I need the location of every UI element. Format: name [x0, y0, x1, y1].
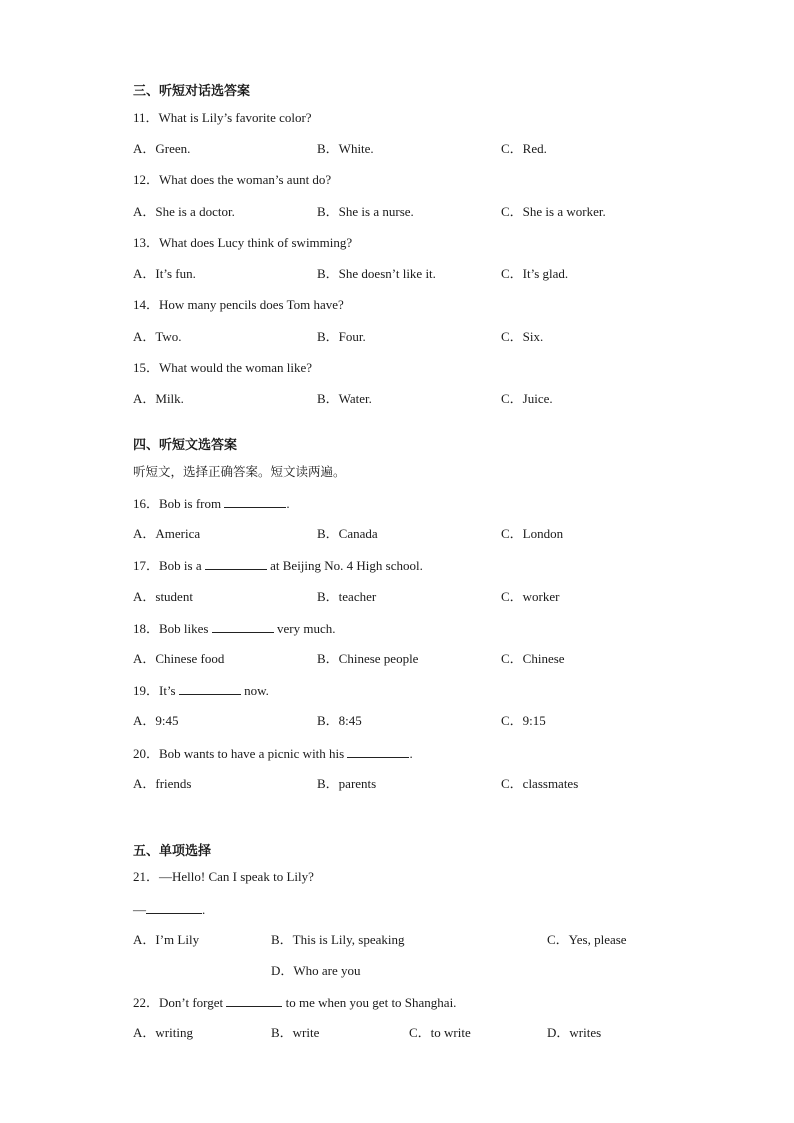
q21-option-b[interactable]: B．This is Lily, speaking	[271, 932, 405, 947]
q21-option-c[interactable]: C．Yes, please	[547, 932, 627, 947]
q12-option-a[interactable]: A．She is a doctor.	[133, 204, 235, 219]
q22-option-b[interactable]: B．write	[271, 1025, 320, 1040]
q11-option-b[interactable]: B．White.	[317, 141, 374, 156]
q17-option-b[interactable]: B．teacher	[317, 589, 377, 604]
q21-option-d[interactable]: D．Who are you	[271, 963, 361, 978]
question-12-stem: 12．What does the woman’s aunt do?	[133, 172, 332, 187]
q14-option-c[interactable]: C．Six.	[501, 329, 544, 344]
q20-option-a[interactable]: A．friends	[133, 776, 192, 791]
q15-option-a[interactable]: A．Milk.	[133, 391, 184, 406]
q16-stem-start: 16．Bob is from	[133, 496, 225, 511]
question-20-stem	[133, 745, 413, 762]
answer-blank	[212, 620, 274, 633]
q12-option-b[interactable]: B．She is a nurse.	[317, 204, 414, 219]
q17-option-a[interactable]: A．student	[133, 589, 193, 604]
q14-option-b[interactable]: B．Four.	[317, 329, 366, 344]
question-21-response	[133, 901, 205, 918]
question-21-stem: 21．—Hello! Can I speak to Lily?	[133, 869, 314, 884]
q18-stem-start: 18．Bob likes	[133, 621, 212, 636]
q19-option-c[interactable]: C．9:15	[501, 713, 546, 728]
section-instruction: 听短文，选择正确答案。短文读两遍。	[133, 464, 346, 479]
q11-option-a[interactable]: A．Green.	[133, 141, 191, 156]
answer-blank	[226, 994, 282, 1007]
q14-option-a[interactable]: A．Two.	[133, 329, 182, 344]
q18-stem-end: very much.	[273, 621, 336, 636]
question-19-stem	[133, 682, 269, 699]
q22-stem-start: 22．Don’t forget	[133, 995, 227, 1010]
q22-option-a[interactable]: A．writing	[133, 1025, 193, 1040]
q11-option-c[interactable]: C．Red.	[501, 141, 547, 156]
question-13-stem: 13．What does Lucy think of swimming?	[133, 235, 353, 250]
q16-option-c[interactable]: C．London	[501, 526, 564, 541]
question-11-stem: 11．What is Lily’s favorite color?	[133, 110, 312, 125]
q15-option-c[interactable]: C．Juice.	[501, 391, 553, 406]
answer-blank	[347, 745, 409, 758]
q20-option-b[interactable]: B．parents	[317, 776, 377, 791]
q16-option-a[interactable]: A．America	[133, 526, 201, 541]
answer-blank	[179, 682, 241, 695]
q22-stem-end: to me when you get to Shanghai.	[282, 995, 457, 1010]
q16-stem-end: .	[286, 496, 290, 511]
question-18-stem	[133, 620, 335, 637]
q19-option-a[interactable]: A．9:45	[133, 713, 179, 728]
q22-option-d[interactable]: D．writes	[547, 1025, 602, 1040]
section-title-listening-passage: 四、听短文选答案	[133, 438, 238, 453]
q13-option-c[interactable]: C．It’s glad.	[501, 266, 569, 281]
q13-option-b[interactable]: B．She doesn’t like it.	[317, 266, 436, 281]
q17-option-c[interactable]: C．worker	[501, 589, 560, 604]
section-title-listening-dialogues: 三、听短对话选答案	[133, 84, 251, 99]
q20-stem-start: 20．Bob wants to have a picnic with his	[133, 746, 348, 761]
question-17-stem	[133, 557, 423, 574]
q16-option-b[interactable]: B．Canada	[317, 526, 378, 541]
question-14-stem: 14．How many pencils does Tom have?	[133, 297, 344, 312]
q19-stem-start: 19．It’s	[133, 683, 179, 698]
q12-option-c[interactable]: C．She is a worker.	[501, 204, 606, 219]
question-16-stem	[133, 495, 290, 512]
q17-stem-end: at Beijing No. 4 High school.	[266, 558, 423, 573]
q19-option-b[interactable]: B．8:45	[317, 713, 362, 728]
question-22-stem	[133, 994, 456, 1011]
q13-option-a[interactable]: A．It’s fun.	[133, 266, 196, 281]
q21-response-dash: —	[133, 902, 146, 917]
q15-option-b[interactable]: B．Water.	[317, 391, 372, 406]
q20-stem-end: .	[409, 746, 413, 761]
q22-option-c[interactable]: C．to write	[409, 1025, 471, 1040]
q18-option-a[interactable]: A．Chinese food	[133, 651, 225, 666]
q21-response-end: .	[202, 902, 206, 917]
section-title-multiple-choice: 五、单项选择	[133, 844, 212, 859]
answer-blank	[224, 495, 286, 508]
question-15-stem: 15．What would the woman like?	[133, 360, 313, 375]
q19-stem-end: now.	[240, 683, 269, 698]
q17-stem-start: 17．Bob is a	[133, 558, 205, 573]
answer-blank	[205, 557, 267, 570]
q21-option-a[interactable]: A．I’m Lily	[133, 932, 200, 947]
answer-blank	[146, 901, 202, 914]
q20-option-c[interactable]: C．classmates	[501, 776, 579, 791]
q18-option-c[interactable]: C．Chinese	[501, 651, 565, 666]
q18-option-b[interactable]: B．Chinese people	[317, 651, 419, 666]
